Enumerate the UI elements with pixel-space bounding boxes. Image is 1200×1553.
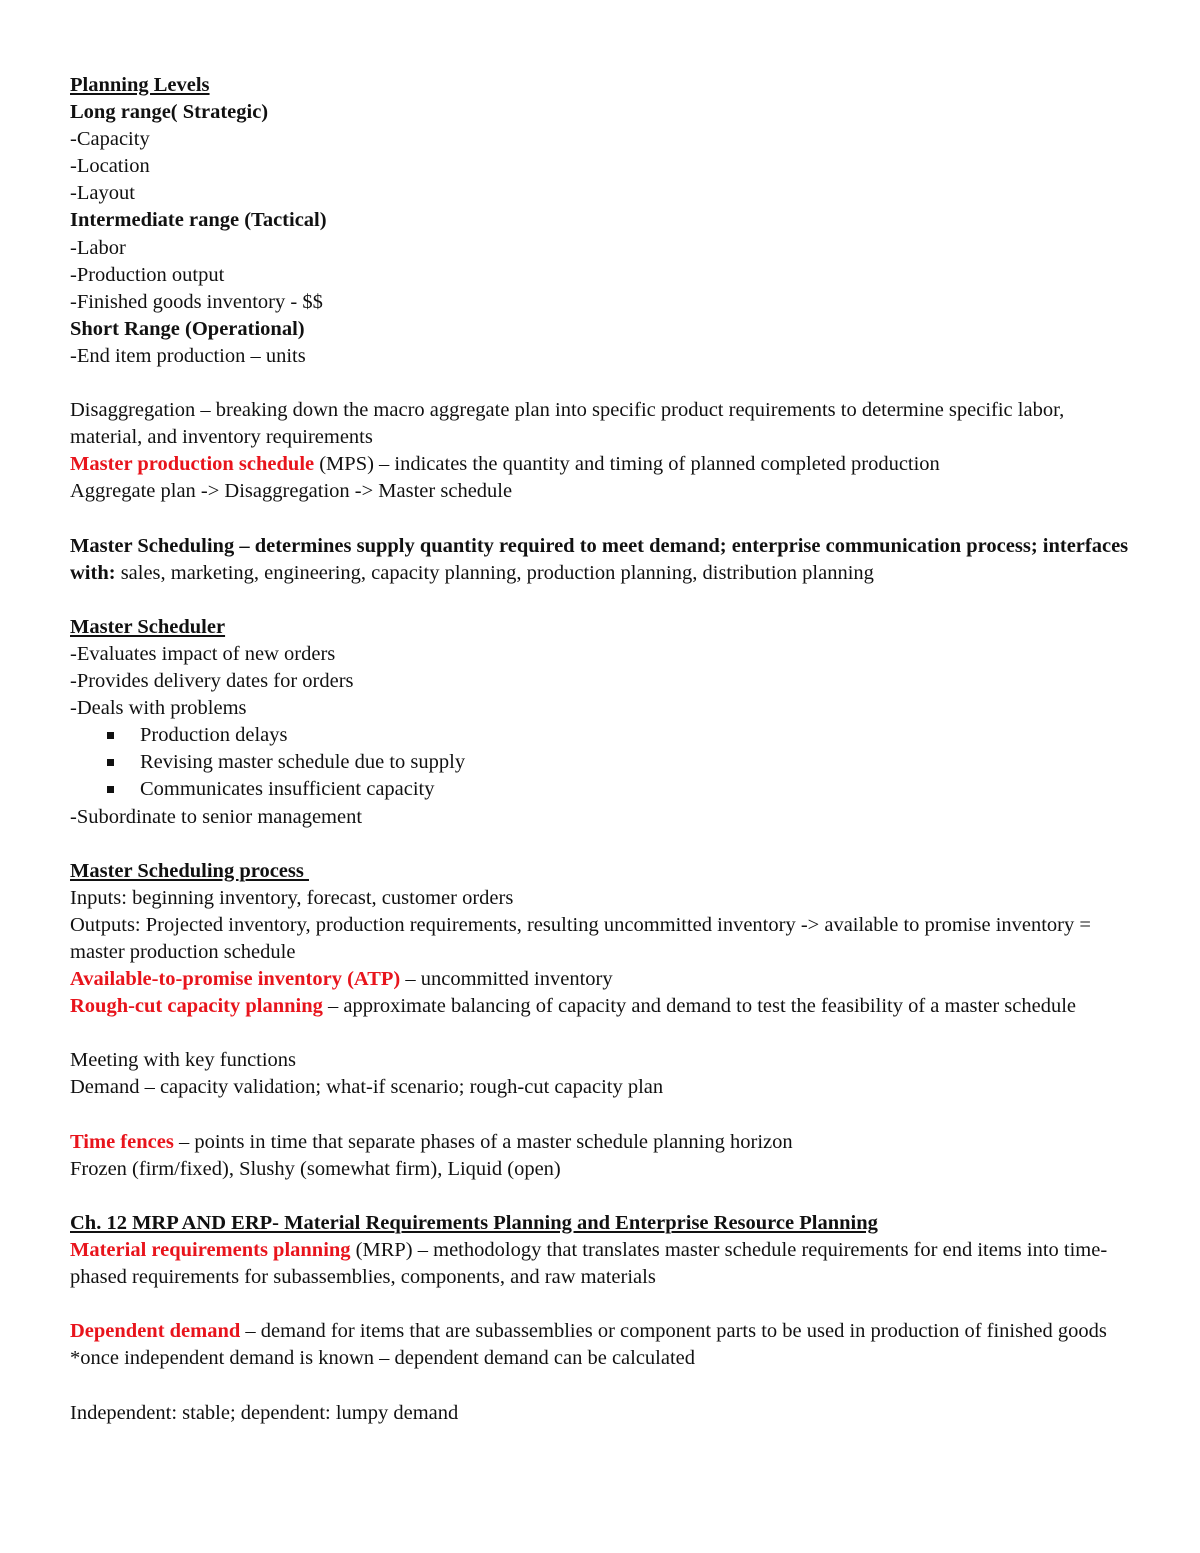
list-item: -Location <box>70 155 150 178</box>
document-page <box>70 72 1140 1427</box>
dependent-demand-definition <box>70 1318 1140 1372</box>
chapter-12-heading: Ch. 12 MRP AND ERP- Material Requirements Planning and Enterprise Resource Planning <box>70 1211 878 1234</box>
mrp-text: (MRP) – methodology that translates master schedule requirements for end items into time-phased requirements for subassemblies, components, and raw materials <box>70 1239 1108 1289</box>
mrp-term: Material requirements planning <box>70 1239 351 1262</box>
dependent-demand-term: Dependent demand <box>70 1320 241 1343</box>
list-item: -Subordinate to senior management <box>70 805 363 828</box>
time-fences-term: Time fences <box>70 1130 174 1153</box>
atp-definition <box>70 966 1140 993</box>
short-range-title: Short Range (Operational) <box>70 317 305 340</box>
mps-flow: Aggregate plan -> Disaggregation -> Master schedule <box>70 480 513 503</box>
list-item: -Provides delivery dates for orders <box>70 670 354 693</box>
process-inputs: Inputs: beginning inventory, forecast, customer orders <box>70 886 514 909</box>
mps-text: (MPS) – indicates the quantity and timing of planned completed production <box>314 453 940 476</box>
mps-definition <box>70 451 1140 478</box>
list-item: -Evaluates impact of new orders <box>70 642 336 665</box>
list-item: -Labor <box>70 236 126 259</box>
bullet-item: Revising master schedule due to supply <box>70 749 1140 776</box>
list-item: -Finished goods inventory - $$ <box>70 290 323 313</box>
list-item: -End item production – units <box>70 344 306 367</box>
planning-levels-heading: Planning Levels <box>70 74 210 96</box>
time-fences-definition <box>70 1129 1140 1156</box>
master-scheduling-bold: Master Scheduling – determines supply quantity required to meet demand; enterprise communication process; interfaces with: <box>70 534 1129 584</box>
master-scheduler-heading: Master Scheduler <box>70 615 226 638</box>
mps-term: Master production schedule <box>70 453 315 476</box>
process-outputs: Outputs: Projected inventory, production requirements, resulting uncommitted inventory -> available to promise inventory = master production schedule <box>70 913 1091 963</box>
list-item: -Layout <box>70 182 135 205</box>
list-item: -Production output <box>70 263 225 286</box>
master-scheduling-text: sales, marketing, engineering, capacity planning, production planning, distribution planning <box>115 561 874 584</box>
intermediate-range-title: Intermediate range (Tactical) <box>70 209 327 232</box>
atp-text: – uncommitted inventory <box>400 968 613 991</box>
rccp-term: Rough-cut capacity planning <box>70 995 323 1018</box>
bullet-item: Communicates insufficient capacity <box>70 776 1140 803</box>
disaggregation-paragraph: Disaggregation – breaking down the macro aggregate plan into specific product requirements to determine specific labor, material, and inventory requirements <box>70 399 1065 449</box>
long-range-title: Long range( Strategic) <box>70 101 269 124</box>
demand-line: Demand – capacity validation; what-if scenario; rough-cut capacity plan <box>70 1076 664 1099</box>
independent-dependent-line: Independent: stable; dependent: lumpy demand <box>70 1401 459 1424</box>
list-item: -Capacity <box>70 128 150 151</box>
mrp-definition <box>70 1237 1140 1291</box>
process-heading: Master Scheduling process <box>70 859 309 882</box>
bullet-item: Production delays <box>70 722 1140 749</box>
meeting-line: Meeting with key functions <box>70 1049 297 1072</box>
rccp-definition <box>70 993 1140 1020</box>
time-fences-text: – points in time that separate phases of a master schedule planning horizon <box>173 1130 793 1153</box>
master-scheduling-paragraph <box>70 533 1140 587</box>
rccp-text: – approximate balancing of capacity and demand to test the feasibility of a master schedule <box>322 995 1076 1018</box>
atp-term: Available-to-promise inventory (ATP) <box>70 968 401 991</box>
time-fences-phases: Frozen (firm/fixed), Slushy (somewhat firm), Liquid (open) <box>70 1157 561 1180</box>
dependent-demand-text: – demand for items that are subassemblies or component parts to be used in production of finished goods *once independent demand is known – dependent demand can be calculated <box>70 1320 1107 1370</box>
list-item: -Deals with problems <box>70 697 247 720</box>
problems-bullet-list <box>70 722 1140 803</box>
